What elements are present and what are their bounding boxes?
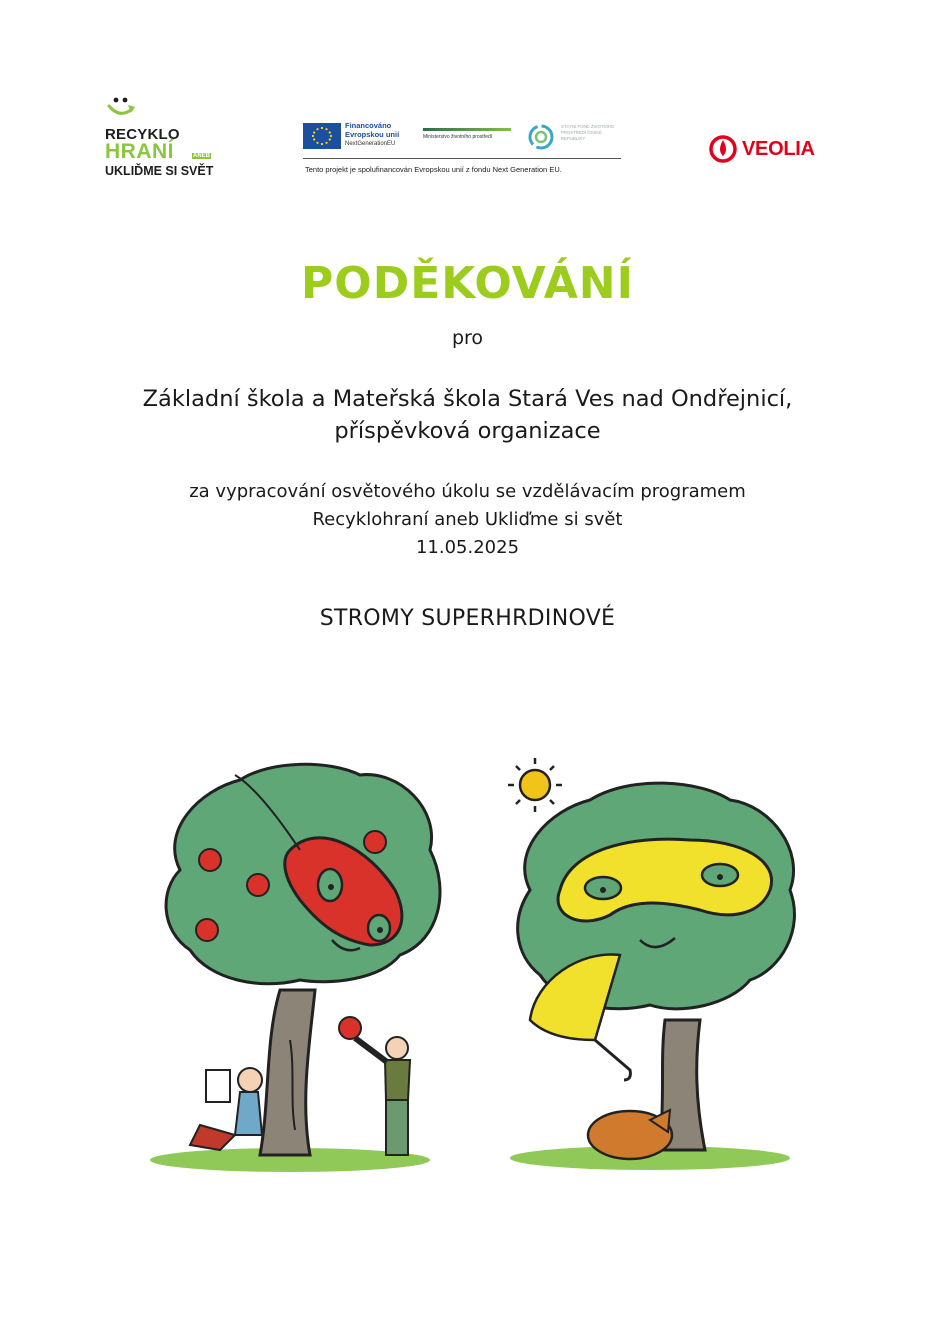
certificate-date: 11.05.2025 [415, 537, 520, 558]
hrani-text: HRANÍ [105, 140, 174, 163]
certificate-title: PODĚKOVÁNÍ [301, 258, 634, 309]
eu-funding-text [345, 121, 399, 149]
eu-label-3: NextGenerationEU [345, 141, 396, 147]
activity-name: STROMY SUPERHRDINOVÉ [319, 606, 616, 631]
divider [303, 158, 621, 159]
for-label: pro [451, 327, 484, 349]
apple [196, 919, 218, 941]
sleeping-fox [588, 1110, 672, 1159]
eu-flag-icon [303, 123, 341, 149]
smile-arrow-icon [105, 95, 145, 127]
veolia-logo [709, 134, 839, 164]
reaching-boy [355, 1037, 410, 1155]
apple [199, 849, 221, 871]
eu-label-1: Financováno [345, 121, 392, 130]
reason-block [0, 478, 935, 562]
veolia-text: VEOLIA [742, 138, 815, 160]
veolia-drop-icon [709, 134, 739, 164]
apple [247, 874, 269, 896]
ministry-logo [423, 128, 511, 140]
reason-line-2: Recyklohraní aneb Ukliďme si svět [312, 509, 623, 530]
reading-girl [190, 1068, 262, 1150]
uklidme-text: UKLIĎME SI SVĚT [105, 164, 214, 178]
aneb-badge: ANEB [193, 153, 211, 159]
eu-label-2: Evropskou unií [345, 130, 400, 139]
superhero-trees-illustration [140, 740, 820, 1180]
eu-cofinancing-note: Tento projekt je spolufinancován Evropskou unií z fondu Next Generation EU. [305, 165, 562, 174]
recipient-school [0, 383, 935, 447]
eu-funding-logos [303, 118, 623, 180]
sun-icon [508, 758, 562, 812]
apple [339, 1017, 361, 1039]
recyklohrani-logo [105, 95, 225, 185]
reason-line-1: za vypracování osvětového úkolu se vzdělávacím programem [189, 481, 746, 502]
apple-tree [166, 764, 440, 1155]
ministry-text: Ministerstvo životního prostředí [423, 134, 493, 140]
umbrella-tree [508, 758, 794, 1159]
recyklo-text: RECYKLO [105, 126, 180, 143]
apple [364, 831, 386, 853]
school-line-2: příspěvková organizace [334, 418, 601, 444]
school-line-1: Základní škola a Mateřská škola Stará Ves nad Ondřejnicí, [142, 386, 793, 412]
sfzp-text: STÁTNÍ FOND ŽIVOTNÍHO PROSTŘEDÍ ČESKÉ REPUBLIKY [561, 124, 615, 141]
sfzp-circle-icon [527, 123, 555, 151]
